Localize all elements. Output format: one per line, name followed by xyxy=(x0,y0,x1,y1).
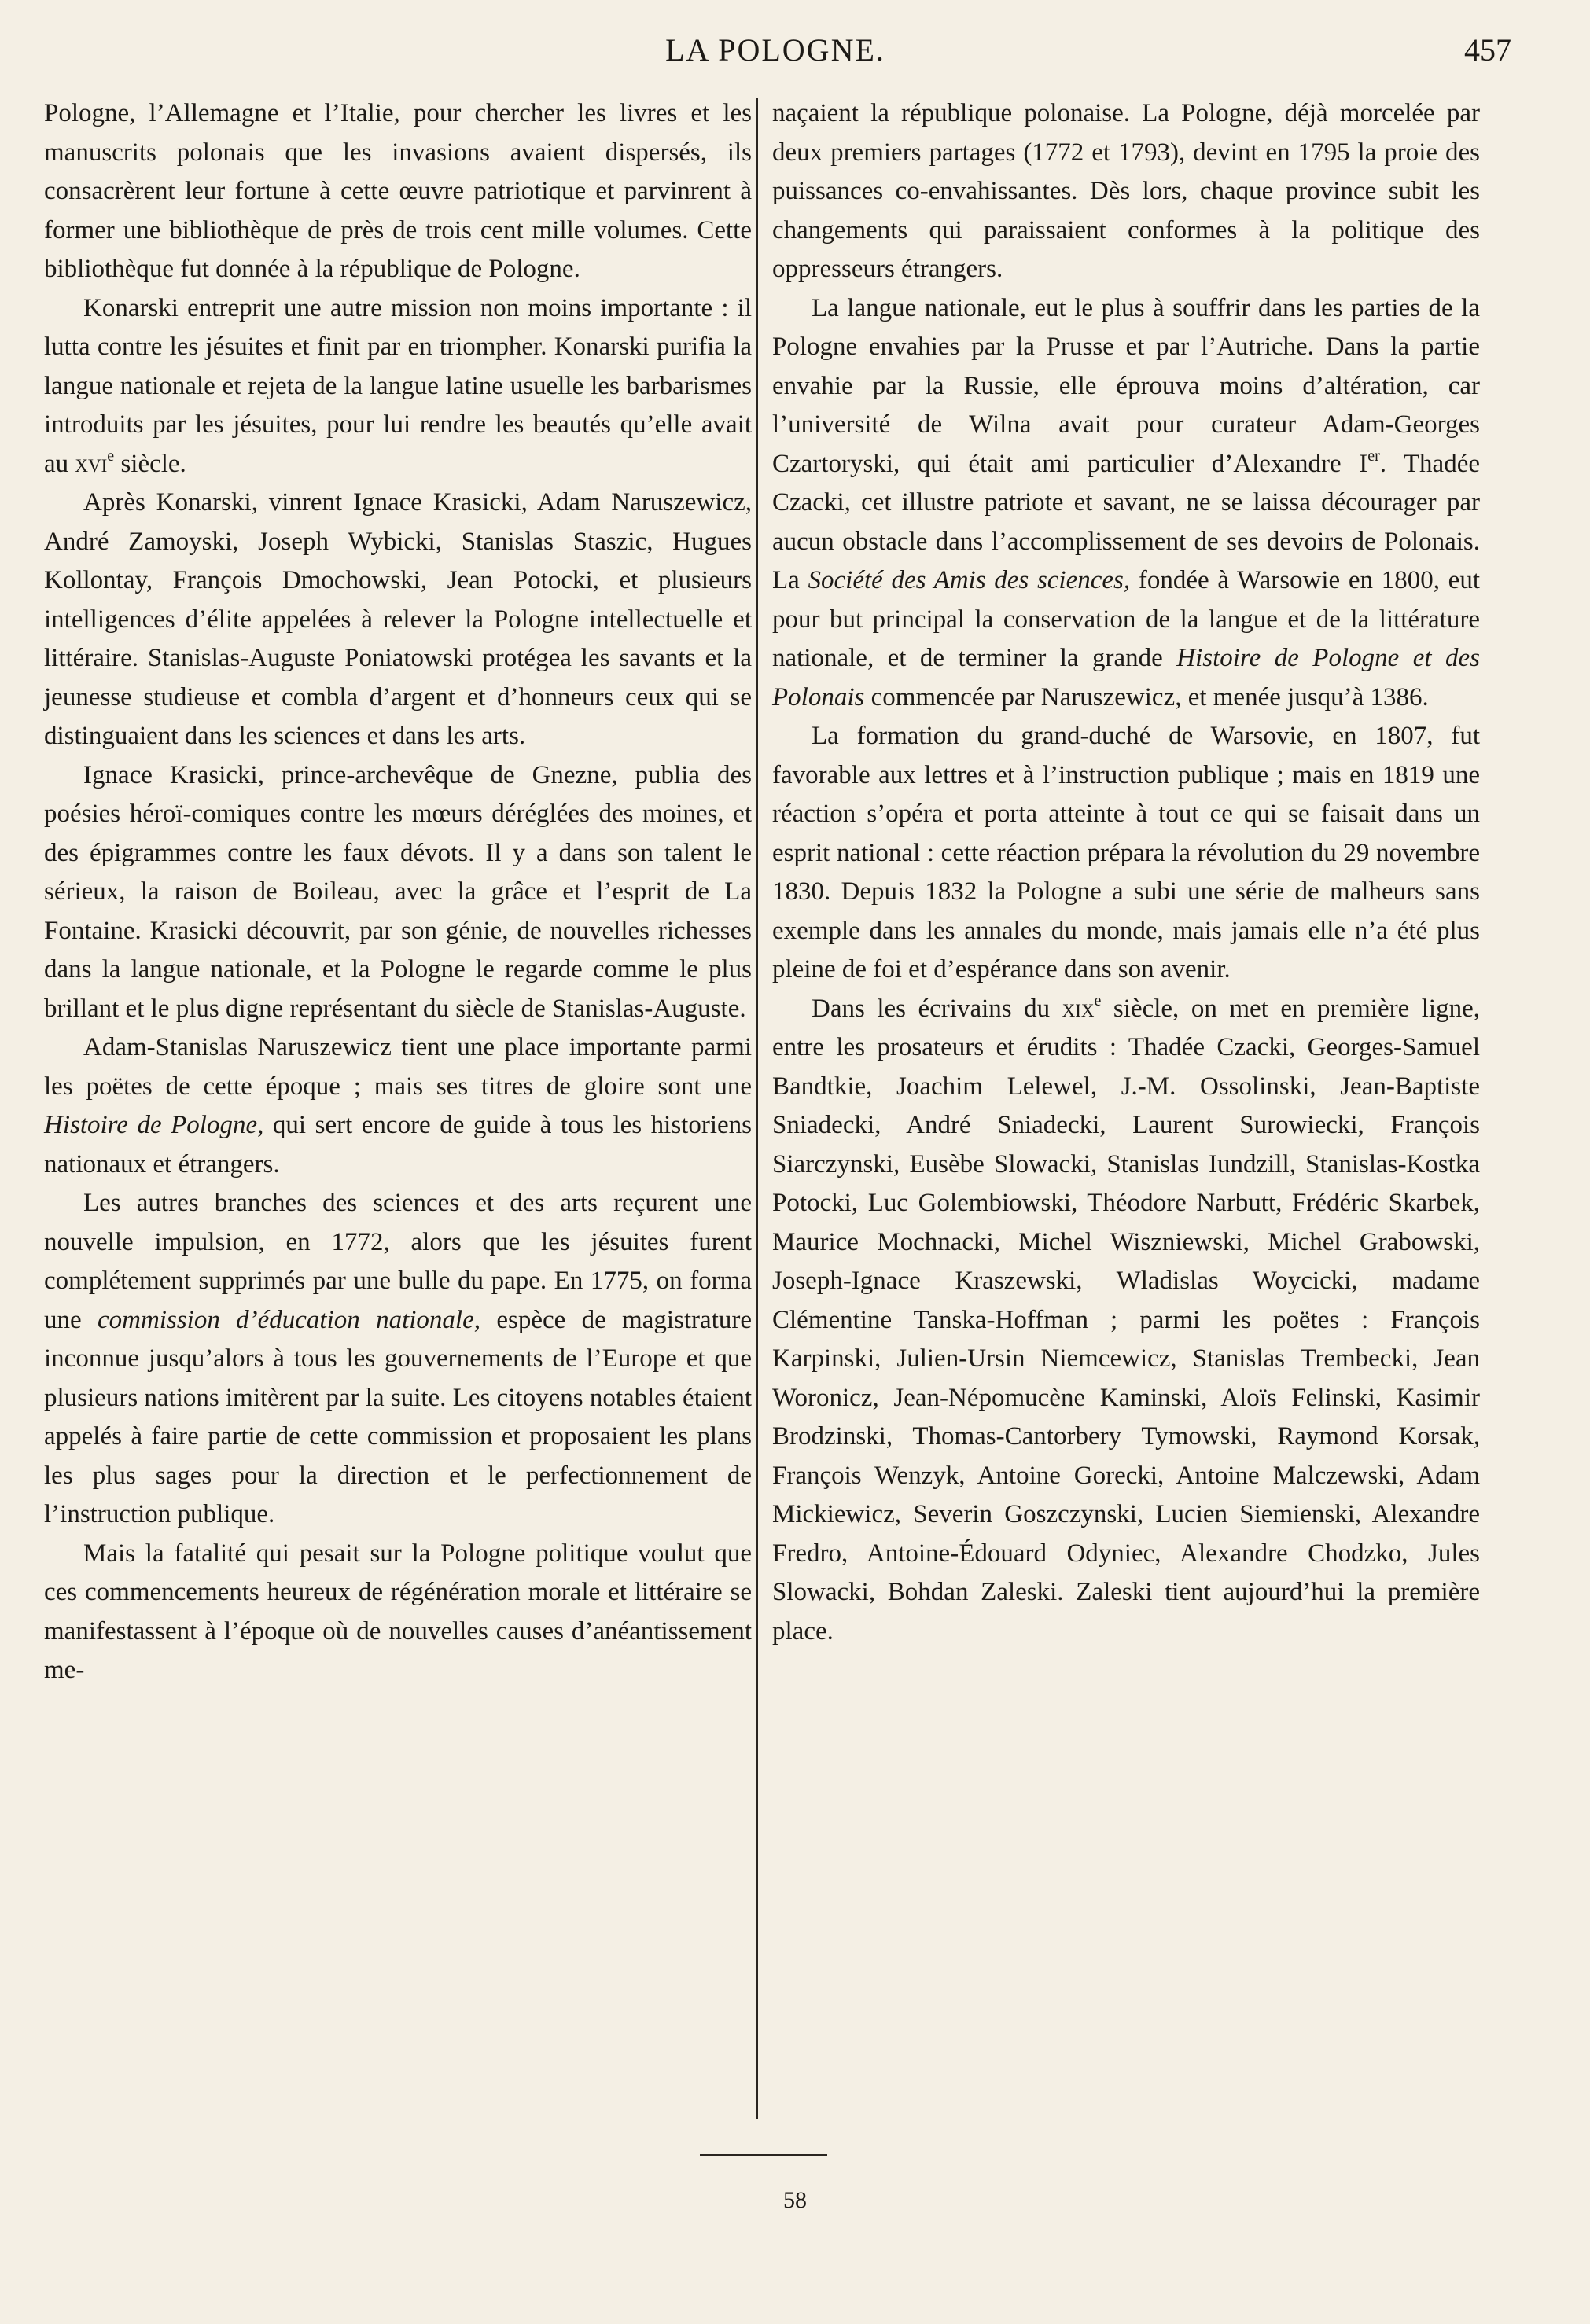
paragraph: Pologne, l’Allemagne et l’Italie, pour chercher les livres et les manuscrits polonais que les invasions avaient dispersés, ils consacrèrent leur fortune à cette œuvre patriotique et parvinrent à former une bibliothèque de près de trois cent mille volumes. Cette bibliothèque fut donnée à la république de Pologne. xyxy=(44,99,752,283)
left-column xyxy=(44,94,752,1690)
century-numeral: xix xyxy=(1062,994,1095,1023)
signature-mark: 58 xyxy=(783,2187,807,2213)
paragraph: Mais la fatalité qui pesait sur la Pologne politique voulut que ces commencements heureux de régénération morale et littéraire se manifestassent à l’époque où de nouvelles causes d’anéantissement me- xyxy=(44,1539,752,1684)
page-number: 457 xyxy=(1464,32,1511,68)
paragraph: Les autres branches des sciences et des arts reçurent une nouvelle impulsion, en 1772, alors que les jésuites furent complétement supprimés par une bulle du pape. En 1775, on forma une commission d’éducation nationale, espèce de magistrature inconnue jusqu’alors à tous les gouvernements de l’Europe et que plusieurs nations imitèrent par la suite. Les citoyens notables étaient appelés à faire partie de cette commission et proposaient les plans les plus sages pour la direction et le perfectionnement de l’instruction publique. xyxy=(44,1189,752,1528)
column-rule xyxy=(756,98,758,2119)
running-title: LA POLOGNE. xyxy=(665,32,885,68)
society-name: Société des Amis des sciences, xyxy=(808,566,1131,594)
book-title: Histoire de Pologne xyxy=(44,1111,258,1139)
paragraph: Dans les écrivains du xix$^e$ siècle, on met en première ligne, entre les prosateurs et érudits : Thadée Czacki, Georges-Samuel Bandtkie, Joachim Lelewel, J.-M. Ossolinski, Jean-Baptiste Sniadecki, André Sniadecki, Laurent Surowiecki, François Siarczynski, Eusèbe Slowacki, Stanislas Iundzill, Stanislas-Kostka Potocki, Luc Golembiowski, Théodore Narbutt, Frédéric Skarbek, Maurice Mochnacki, Michel Wiszniewski, Michel Grabowski, Joseph-Ignace Kraszewski, Wladislas Woycicki, madame Clémentine Tanska-Hoffman ; parmi les poëtes : François Karpinski, Julien-Ursin Niemcewicz, Stanislas Trembecki, Jean Woronicz, Jean-Népomucène Kaminski, Aloïs Felinski, Kasimir Brodzinski, Thomas-Cantorbery Tymowski, Raymond Korsak, François Wenzyk, Antoine Gorecki, Antoine Malczewski, Adam Mickiewicz, Severin Goszczynski, Lucien Siemienski, Alexandre Fredro, Antoine-Édouard Odyniec, Alexandre Chodzko, Jules Slowacki, Bohdan Zaleski. Zaleski tient aujourd’hui la première place. xyxy=(772,991,1480,1646)
century-numeral: xvi xyxy=(75,449,108,478)
paragraph: naçaient la république polonaise. La Pologne, déjà morcelée par deux premiers partages (1772 et 1793), devint en 1795 la proie des puissances co-envahissantes. Dès lors, chaque province subit les changements qui paraissaient conformes à la politique des oppresseurs étrangers. xyxy=(772,99,1480,283)
paragraph: Après Konarski, vinrent Ignace Krasicki, Adam Naruszewicz, André Zamoyski, Joseph Wybicki, Stanislas Staszic, Hugues Kollontay, François Dmochowski, Jean Potocki, et plusieurs intelligences d’élite appelées à relever la Pologne intellectuelle et littéraire. Stanislas-Auguste Poniatowski protégea les savants et la jeunesse studieuse et combla d’argent et d’honneurs ceux qui se distinguaient dans les sciences et dans les arts. xyxy=(44,488,752,750)
page-header xyxy=(39,31,1511,75)
paragraph: La langue nationale, eut le plus à souffrir dans les parties de la Pologne envahies par la Prusse et par l’Autriche. Dans la partie envahie par la Russie, elle éprouva moins d’altération, car l’université de Wilna avait pour curateur Adam-Georges Czartoryski, qui était ami particulier d’Alexandre Ier. Thadée Czacki, cet illustre patriote et savant, ne se laissa décourager par aucun obstacle dans l’accomplissement de ses devoirs de Polonais. La Société des Amis des sciences, fondée à Warsowie en 1800, eut pour but principal la conservation de la langue et de la littérature nationale, et de terminer la grande Histoire de Pologne et des Polonais commencée par Naruszewicz, et menée jusqu’à 1386. xyxy=(772,293,1480,712)
paragraph: Konarski entreprit une autre mission non moins importante : il lutta contre les jésuites et finit par en triompher. Konarski purifia la langue nationale et rejeta de la langue latine usuelle les barbarismes introduits par les jésuites, pour lui rendre les beautés qu’elle avait au xvi$^e$ siècle. xyxy=(44,293,752,478)
paragraph: Adam-Stanislas Naruszewicz tient une place importante parmi les poëtes de cette époque ; mais ses titres de gloire sont une Histoire de Pologne, qui sert encore de guide à tous les historiens nationaux et étrangers. xyxy=(44,1033,752,1179)
institution-name: commission d’éducation nationale, xyxy=(97,1305,480,1334)
footer-rule xyxy=(700,2154,827,2156)
paragraph: La formation du grand-duché de Warsovie, en 1807, fut favorable aux lettres et à l’instruction publique ; mais en 1819 une réaction s’opéra et porta atteinte à tout ce qui se faisait dans un esprit national : cette réaction prépara la révolution du 29 novembre 1830. Depuis 1832 la Pologne a subi une série de malheurs sans exemple dans les annales du monde, mais jamais elle n’a été plus pleine de foi et d’espérance dans son avenir. xyxy=(772,722,1480,984)
book-title: Histoire de Pologne et des Polonais xyxy=(772,644,1480,712)
paragraph: Ignace Krasicki, prince-archevêque de Gnezne, publia des poésies héroï-comiques contre les mœurs déréglées des moines, et des épigrammes contre les faux dévots. Il y a dans son talent le sérieux, la raison de Boileau, avec la grâce et l’esprit de La Fontaine. Krasicki découvrit, par son génie, de nouvelles richesses dans la langue nationale, et la Pologne le regarde comme le plus brillant et le plus digne représentant du siècle de Stanislas-Auguste. xyxy=(44,760,752,1023)
right-column xyxy=(772,94,1480,1651)
